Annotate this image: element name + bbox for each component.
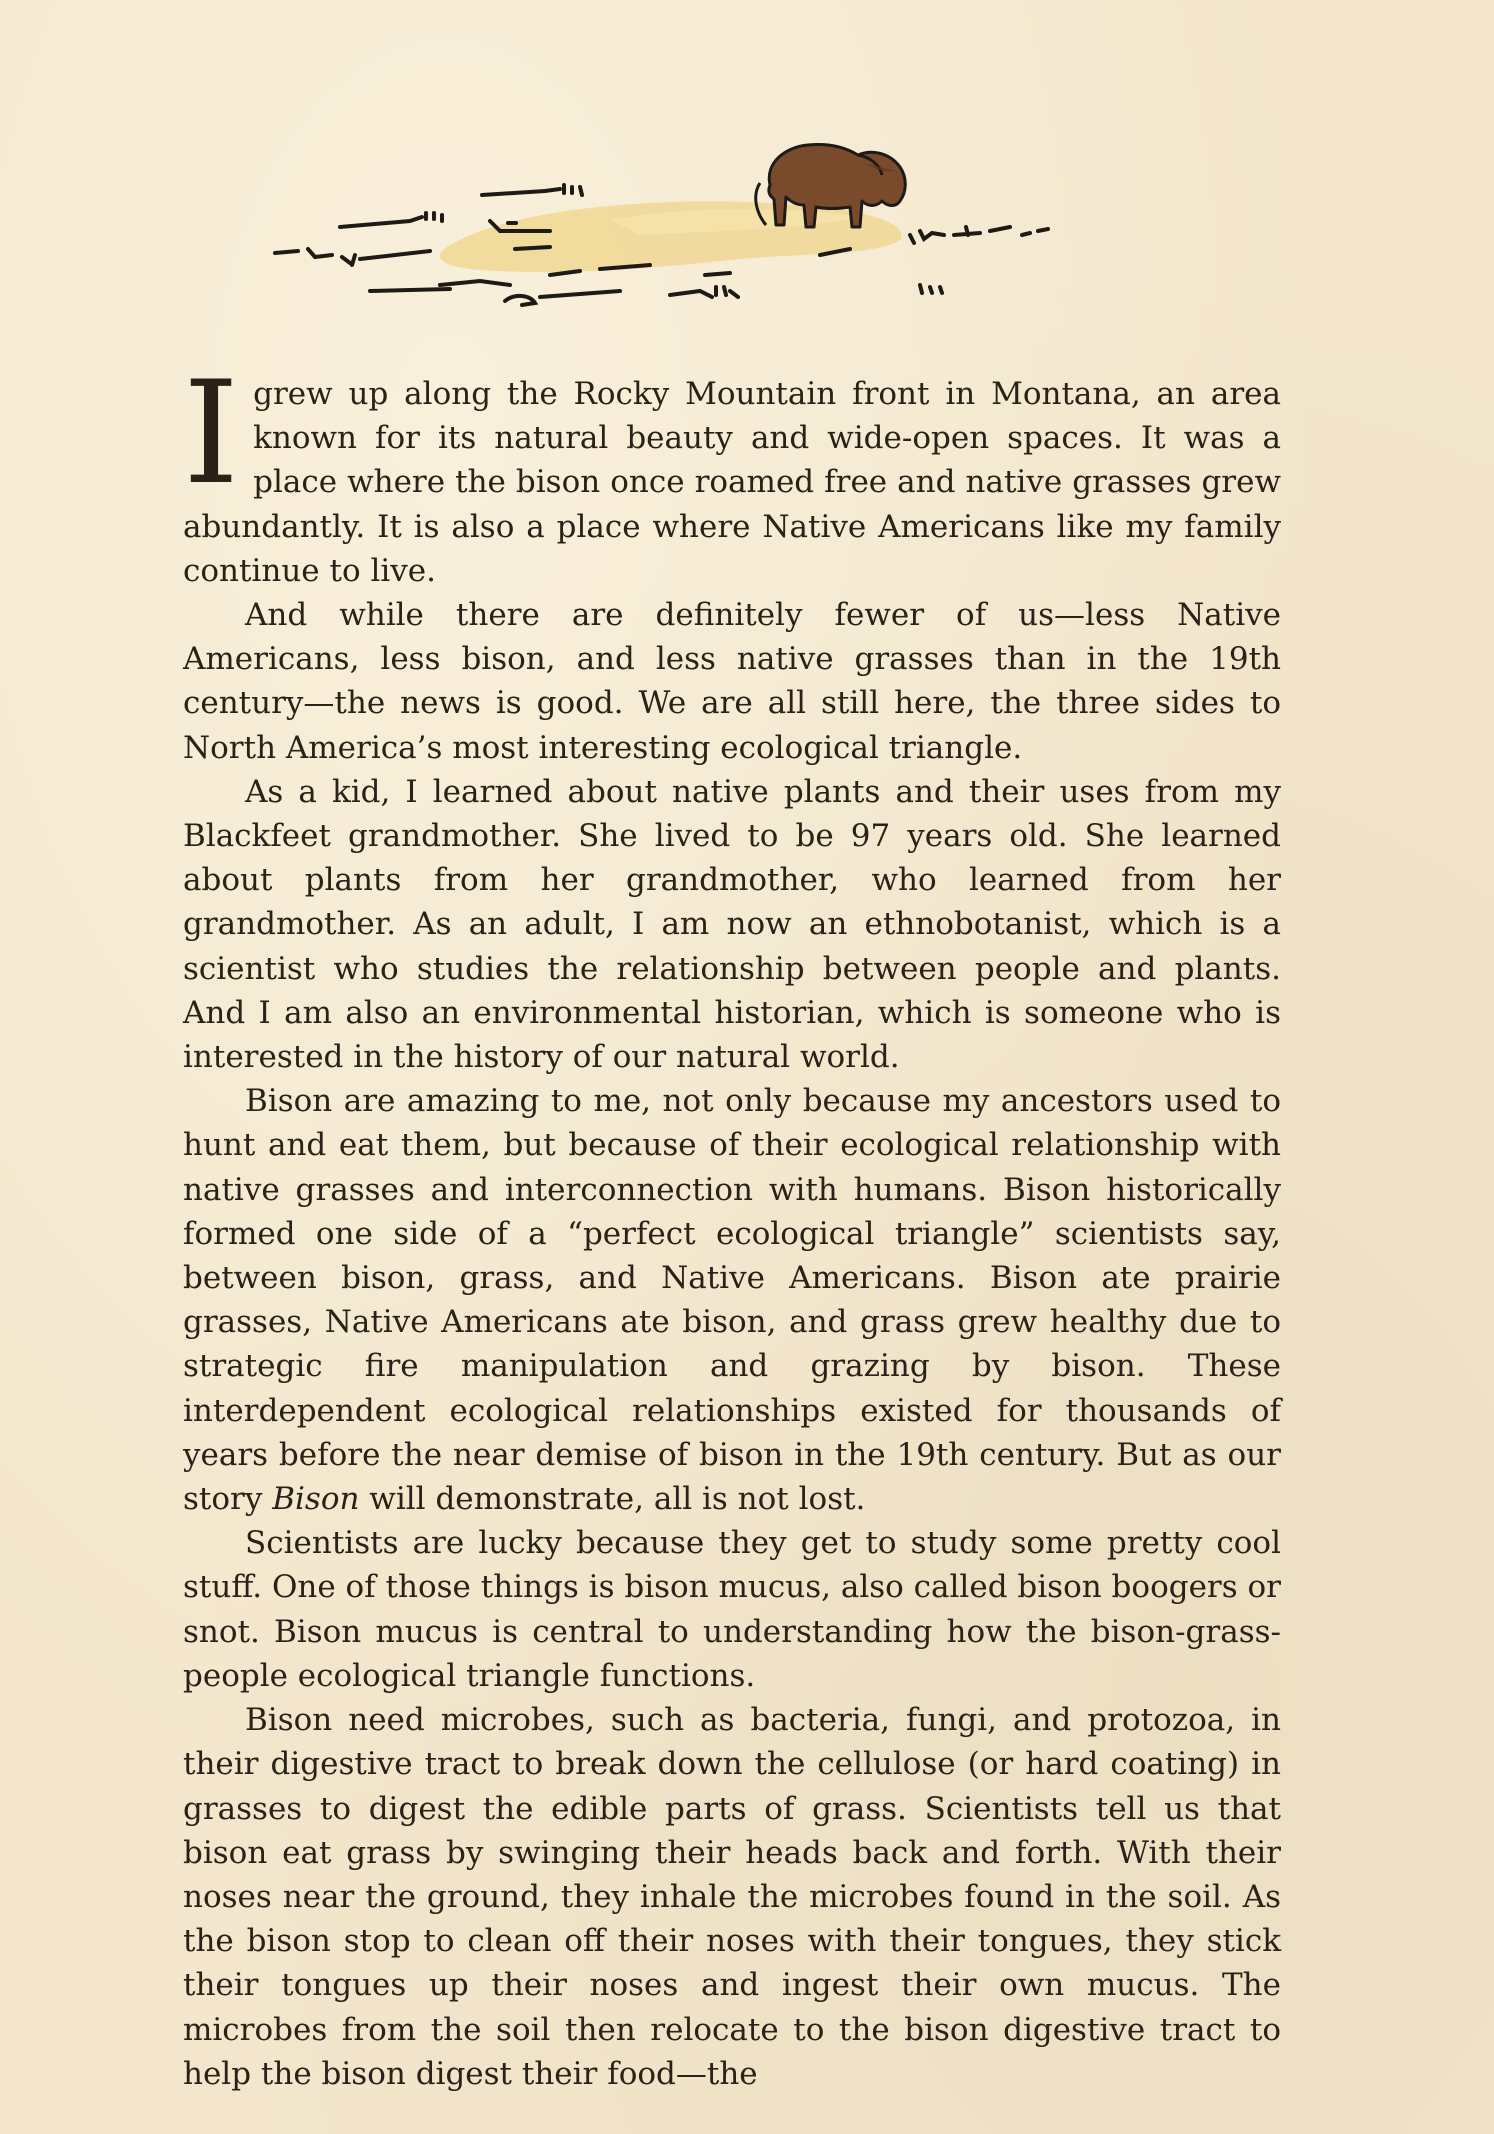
paragraph-4-text-a: Bison are amazing to me, not only because my ancestors used to hunt and eat them, but because of their ecological relationship with native grasses and interconnection with humans. Bison historically formed one side of a “perfect ecological triangle” scientists say, between bison, grass, and Native Americans. Bison ate prairie grasses, Native Americans ate bison, and grass grew healthy due to strategic fire manipulation and grazing by bison. These interdependent ecological relationships existed for thousands of years before the near demise of bison in the 19th century. But as our story xyxy=(183,1083,1281,1518)
bison-on-prairie-icon xyxy=(260,135,1160,335)
paragraph-6: Bison need microbes, such as bacteria, fungi, and protozoa, in their digestive tract to break down the cellulose (or hard coating) in grasses to digest the edible parts of grass. Scientists tell us that bison eat grass by swinging their heads back and forth. With their noses near the ground, they inhale the microbes found in the soil. As the bison stop to clean off their noses with their tongues, they stick their tongues up their noses and ingest their own mucus. The microbes from the soil then relocate to the bison digestive tract to help the bison digest their food—the xyxy=(183,1702,1281,2092)
paragraph-1-text: grew up along the Rocky Mountain front in Montana, an area known for its natural beauty and wide-open spaces. It was a place where the bison once roamed free and native grasses grew abundantly. It is also a place where Native Americans like my family continue to live. xyxy=(183,376,1281,589)
book-title: Bison xyxy=(272,1481,360,1518)
paragraph-2: And while there are definitely fewer of us—less Native Americans, less bison, and less native grasses than in the 19th century—the news is good. We are all still here, the three sides to North America’s most interesting ecological triangle. xyxy=(183,597,1281,766)
paragraph-3: As a kid, I learned about native plants and their uses from my Blackfeet grandmother. She lived to be 97 years old. She learned about plants from her grandmother, who learned from her grandmother. As an adult, I am now an ethnobotanist, which is a scientist who studies the relationship between people and plants. And I am also an environmental historian, which is someone who is interested in the history of our natural world. xyxy=(183,773,1281,1076)
paragraph-4 xyxy=(183,1079,1281,1521)
paragraph-4-text-b: will demonstrate, all is not lost. xyxy=(359,1481,866,1518)
paragraph-1 xyxy=(183,351,1281,593)
article-body xyxy=(183,351,1281,2096)
paragraph-5: Scientists are lucky because they get to study some pretty cool stuff. One of those things is bison mucus, also called bison boogers or snot. Bison mucus is central to understanding how the bison-grass-people ecological triangle functions. xyxy=(183,1525,1281,1694)
drop-cap: I xyxy=(183,351,240,516)
